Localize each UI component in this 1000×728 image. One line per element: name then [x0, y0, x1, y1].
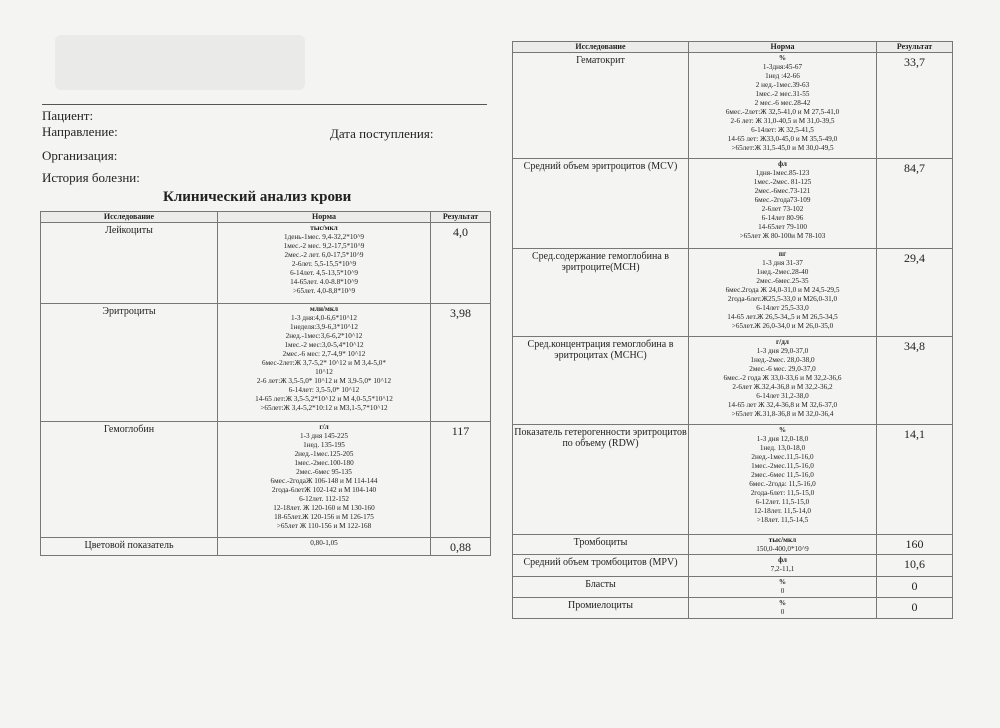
- table-row: [513, 425, 953, 535]
- norm-line: >18лет. 11,5-14,5: [756, 516, 809, 524]
- result-value: 160: [877, 535, 953, 555]
- table-row: [513, 159, 953, 249]
- history-label: История болезни:: [42, 170, 140, 185]
- norm-line: 6мес.2года Ж 24,0-31,0 и М 24,5-29,5: [725, 286, 840, 294]
- right-table-header: [513, 42, 953, 53]
- norm-cell: [689, 535, 877, 555]
- norm-unit: фл: [778, 556, 787, 564]
- norm-line: 2мес.-6мес.25-35: [756, 277, 809, 285]
- norm-line: 1неделя:3,9-6,3*10^12: [290, 323, 358, 331]
- norm-cell: [689, 53, 877, 159]
- norm-line: 6мес.-2лет:Ж 32,5-41,0 и М 27,5-41,0: [725, 108, 840, 116]
- result-value: 14,1: [877, 425, 953, 535]
- test-name: Показатель гетерогенности эритроцитов по объему (RDW): [513, 425, 689, 535]
- norm-line: 2мес.-6мес.73-121: [754, 187, 811, 195]
- norm-line: 2-6лет Ж.32,4-36,8 и М 32,2-36,2: [732, 383, 833, 391]
- header-norm: Норма: [689, 42, 877, 53]
- norm-line: 1день-1мес. 9,4-32,2*10^9: [284, 233, 364, 241]
- norm-line: 14-65 лет Ж 32,4-36,8 и М 32,6-37,0: [727, 401, 838, 409]
- left-results-table: [40, 211, 491, 556]
- table-row: [41, 422, 491, 538]
- result-value: 117: [431, 422, 491, 538]
- norm-line: 18-65лет.Ж 120-156 и М 126-175: [274, 513, 374, 521]
- norm-line: 2-6 лет:Ж 3,5-5,0* 10^12 и М 3,9-5,0* 10^12: [256, 377, 392, 385]
- right-results-table: [512, 41, 953, 619]
- norm-line: 2мес.-6мес 11,5-16,0: [751, 471, 814, 479]
- table-row: [513, 577, 953, 598]
- norm-line: >65лет:Ж 31,5-45,0 и М 30,0-49,5: [731, 144, 834, 152]
- norm-line: 1нед.-2мес. 28,0-38,0: [750, 356, 815, 364]
- test-name: Лейкоциты: [41, 223, 218, 304]
- test-name: Средний объем эритроцитов (MCV): [513, 159, 689, 249]
- norm-line: 0,80-1,05: [310, 539, 338, 547]
- norm-line: 2 нед.-1мес.39-63: [755, 81, 810, 89]
- result-value: 0: [877, 577, 953, 598]
- result-value: 0: [877, 598, 953, 619]
- norm-line: 2года-6летЖ 102-142 и М 104-140: [271, 486, 377, 494]
- norm-line: 2 мес.-6 мес.28-42: [754, 99, 811, 107]
- norm-line: 2нед.-1мес:3,6-6,2*10^12: [285, 332, 363, 340]
- test-name: Гематокрит: [513, 53, 689, 159]
- norm-line: 1мес.-2 мес.31-55: [755, 90, 810, 98]
- norm-line: 12-18лет. Ж 120-160 и М 130-160: [273, 504, 375, 512]
- norm-line: 2-6 лет: Ж 31,0-40,5 и М 31,0-39,5: [730, 117, 835, 125]
- header-norm: Норма: [218, 212, 431, 223]
- norm-line: 1мес.-2 мес:3,0-5,4*10^12: [284, 341, 364, 349]
- norm-line: 6-14лет: Ж 32,5-41,5: [751, 126, 814, 134]
- norm-line: 1мес.-2мес.100-180: [294, 459, 354, 467]
- header-divider: [42, 104, 487, 105]
- norm-cell: [689, 577, 877, 598]
- norm-unit: тыс/мкл: [310, 224, 338, 232]
- norm-line: 1-3 дня 31-37: [762, 259, 803, 267]
- norm-line: 14-65лет 79-100: [758, 223, 807, 231]
- norm-unit: пг: [778, 250, 787, 258]
- norm-line: 2года-6лет: 11,5-15,0: [750, 489, 815, 497]
- norm-cell: [218, 538, 431, 556]
- test-name: Тромбоциты: [513, 535, 689, 555]
- test-name: Бласты: [513, 577, 689, 598]
- norm-line: 150,0-400,0*10^9: [756, 545, 809, 553]
- norm-line: 0: [780, 587, 785, 595]
- table-row: [513, 535, 953, 555]
- norm-line: >65лет Ж 110-156 и М 122-168: [276, 522, 372, 530]
- result-value: 84,7: [877, 159, 953, 249]
- norm-line: 1-3 дня 29,0-37,0: [756, 347, 809, 355]
- norm-line: >65лет:Ж 3,4-5,2*10:12 и М3,1-5,7*10^12: [260, 404, 388, 412]
- norm-line: 6мес.-2года: 11,5-16,0: [749, 480, 816, 488]
- date-label: Дата поступления:: [330, 126, 434, 141]
- table-row: [513, 337, 953, 425]
- norm-line: 1нед. 135-195: [303, 441, 345, 449]
- norm-line: >65лет.Ж 26,0-34,0 и М 26,0-35,0: [731, 322, 834, 330]
- document-title: Клинический анализ крови: [163, 189, 352, 205]
- test-name: Сред.содержание гемоглобина в эритроците(MCH): [513, 249, 689, 337]
- norm-line: 6-14лет. 4,5-13,5*10^9: [290, 269, 358, 277]
- left-table-header: [41, 212, 491, 223]
- norm-line: 14-65 лет:Ж 3,5-5,2*10^12 и М 4,0-5,5*10^12: [255, 395, 393, 403]
- norm-line: 2-6лет 73-102: [761, 205, 804, 213]
- norm-line: >65лет. 4,0-8,8*10^9: [292, 287, 356, 295]
- norm-cell: [689, 249, 877, 337]
- norm-line: 6-14лет 80-96: [761, 214, 804, 222]
- norm-line: 1-3 дня:4,0-6,6*10^12: [291, 314, 357, 322]
- norm-line: 6мес.-2 года Ж 33,0-33,6 и М 32,2-36,6: [723, 374, 842, 382]
- norm-line: 10^12: [315, 368, 333, 376]
- table-row: [41, 223, 491, 304]
- test-name: Промиелоциты: [513, 598, 689, 619]
- result-value: 4,0: [431, 223, 491, 304]
- header-test: Исследование: [41, 212, 218, 223]
- header-result: Результат: [877, 42, 953, 53]
- result-value: 34,8: [877, 337, 953, 425]
- norm-unit: %: [778, 599, 787, 607]
- redacted-header: [55, 35, 305, 90]
- test-name: Гемоглобин: [41, 422, 218, 538]
- norm-line: >65лет Ж 80-100и М 78-103: [739, 232, 826, 240]
- norm-line: 2нед.-1мес.11,5-16,0: [751, 453, 814, 461]
- norm-line: 6-14лет 31,2-38,0: [756, 392, 809, 400]
- result-value: 3,98: [431, 304, 491, 422]
- norm-unit: %: [778, 54, 787, 62]
- norm-line: 12-18лет. 11,5-14,0: [753, 507, 812, 515]
- norm-line: 1-3 дня 12,0-18,0: [756, 435, 809, 443]
- test-name: Сред.концентрация гемоглобина в эритроцитах (MCHC): [513, 337, 689, 425]
- result-value: 33,7: [877, 53, 953, 159]
- norm-line: 1нед. 13,0-18,0: [759, 444, 806, 452]
- norm-unit: млн/мкл: [309, 305, 339, 313]
- norm-line: 14-65 лет.Ж 26,5-34,,5 и М 26,5-34,5: [727, 313, 838, 321]
- result-value: 29,4: [877, 249, 953, 337]
- norm-line: 6-14лет: 3,5-5,0* 10^12: [288, 386, 360, 394]
- norm-line: 2мес.-6 мес: 2,7-4,9* 10^12: [282, 350, 366, 358]
- result-value: 10,6: [877, 555, 953, 577]
- norm-line: 14-65лет. 4.0-8.8*10^9: [290, 278, 358, 286]
- norm-line: 1дня-1мес.85-123: [755, 169, 810, 177]
- norm-unit: фл: [778, 160, 787, 168]
- norm-line: 14-65 лет: Ж33,0-45,0 и М 35,5-49,0: [727, 135, 838, 143]
- norm-cell: [689, 337, 877, 425]
- norm-line: 7,2-11,1: [770, 565, 795, 573]
- norm-line: 1мес.-2 мес. 9,2-17,5*10^9: [283, 242, 365, 250]
- norm-unit: г/дл: [776, 338, 789, 346]
- organization-label: Организация:: [42, 148, 118, 163]
- norm-line: 0: [780, 608, 785, 616]
- norm-line: 1-3 дня 145-225: [300, 432, 348, 440]
- table-row: [41, 304, 491, 422]
- norm-unit: %: [778, 426, 787, 434]
- norm-line: 6мес.-2годаЖ 106-148 и М 114-144: [270, 477, 378, 485]
- norm-line: 1нед :42-66: [765, 72, 800, 80]
- norm-line: 6-14лет 25,5-33,0: [756, 304, 809, 312]
- norm-line: 6мес.-2года73-109: [754, 196, 811, 204]
- norm-cell: [218, 422, 431, 538]
- norm-cell: [218, 304, 431, 422]
- norm-line: 2мес.-6мес 95-135: [296, 468, 352, 476]
- norm-line: 2мес.-6 мес. 29,0-37,0: [749, 365, 816, 373]
- norm-unit: %: [778, 578, 787, 586]
- norm-cell: [689, 425, 877, 535]
- table-row: [513, 598, 953, 619]
- table-row: [41, 538, 491, 556]
- norm-unit: г/л: [319, 423, 329, 431]
- norm-cell: [689, 555, 877, 577]
- norm-cell: [689, 159, 877, 249]
- table-row: [513, 53, 953, 159]
- norm-line: 2года-6лет.Ж25,5-33,0 и М26,0-31,0: [727, 295, 838, 303]
- table-row: [513, 555, 953, 577]
- header-test: Исследование: [513, 42, 689, 53]
- norm-line: 6-12лет. 112-152: [299, 495, 349, 503]
- patient-label: Пациент:: [42, 108, 94, 123]
- norm-line: 1нед.-2мес.28-40: [756, 268, 809, 276]
- norm-line: 6мес-2лет:Ж 3,7-5,2* 10^12 и М 3,4-5,0*: [262, 359, 386, 367]
- test-name: Средний объем тромбоцитов (MPV): [513, 555, 689, 577]
- norm-line: 2-6лет. 5,5-15,5*10^9: [291, 260, 357, 268]
- result-value: 0,88: [431, 538, 491, 556]
- norm-line: 1мес.-2мес. 81-125: [753, 178, 812, 186]
- norm-line: 1-3дня:45-67: [762, 63, 803, 71]
- norm-line: 2нед.-1мес.125-205: [294, 450, 354, 458]
- test-name: Эритроциты: [41, 304, 218, 422]
- direction-label: Направление:: [42, 124, 118, 139]
- table-row: [513, 249, 953, 337]
- test-name: Цветовой показатель: [41, 538, 218, 556]
- norm-cell: [218, 223, 431, 304]
- norm-line: 6-12лет. 11,5-15,0: [755, 498, 810, 506]
- norm-unit: тыс/мкл: [768, 536, 797, 544]
- norm-cell: [689, 598, 877, 619]
- norm-line: >65лет Ж.31,8-36,8 и М 32,0-36,4: [731, 410, 834, 418]
- norm-line: 2мес.-2 лет. 6,0-17,5*10^9: [284, 251, 364, 259]
- norm-line: 1мес.-2мес.11,5-16,0: [751, 462, 814, 470]
- header-result: Результат: [431, 212, 491, 223]
